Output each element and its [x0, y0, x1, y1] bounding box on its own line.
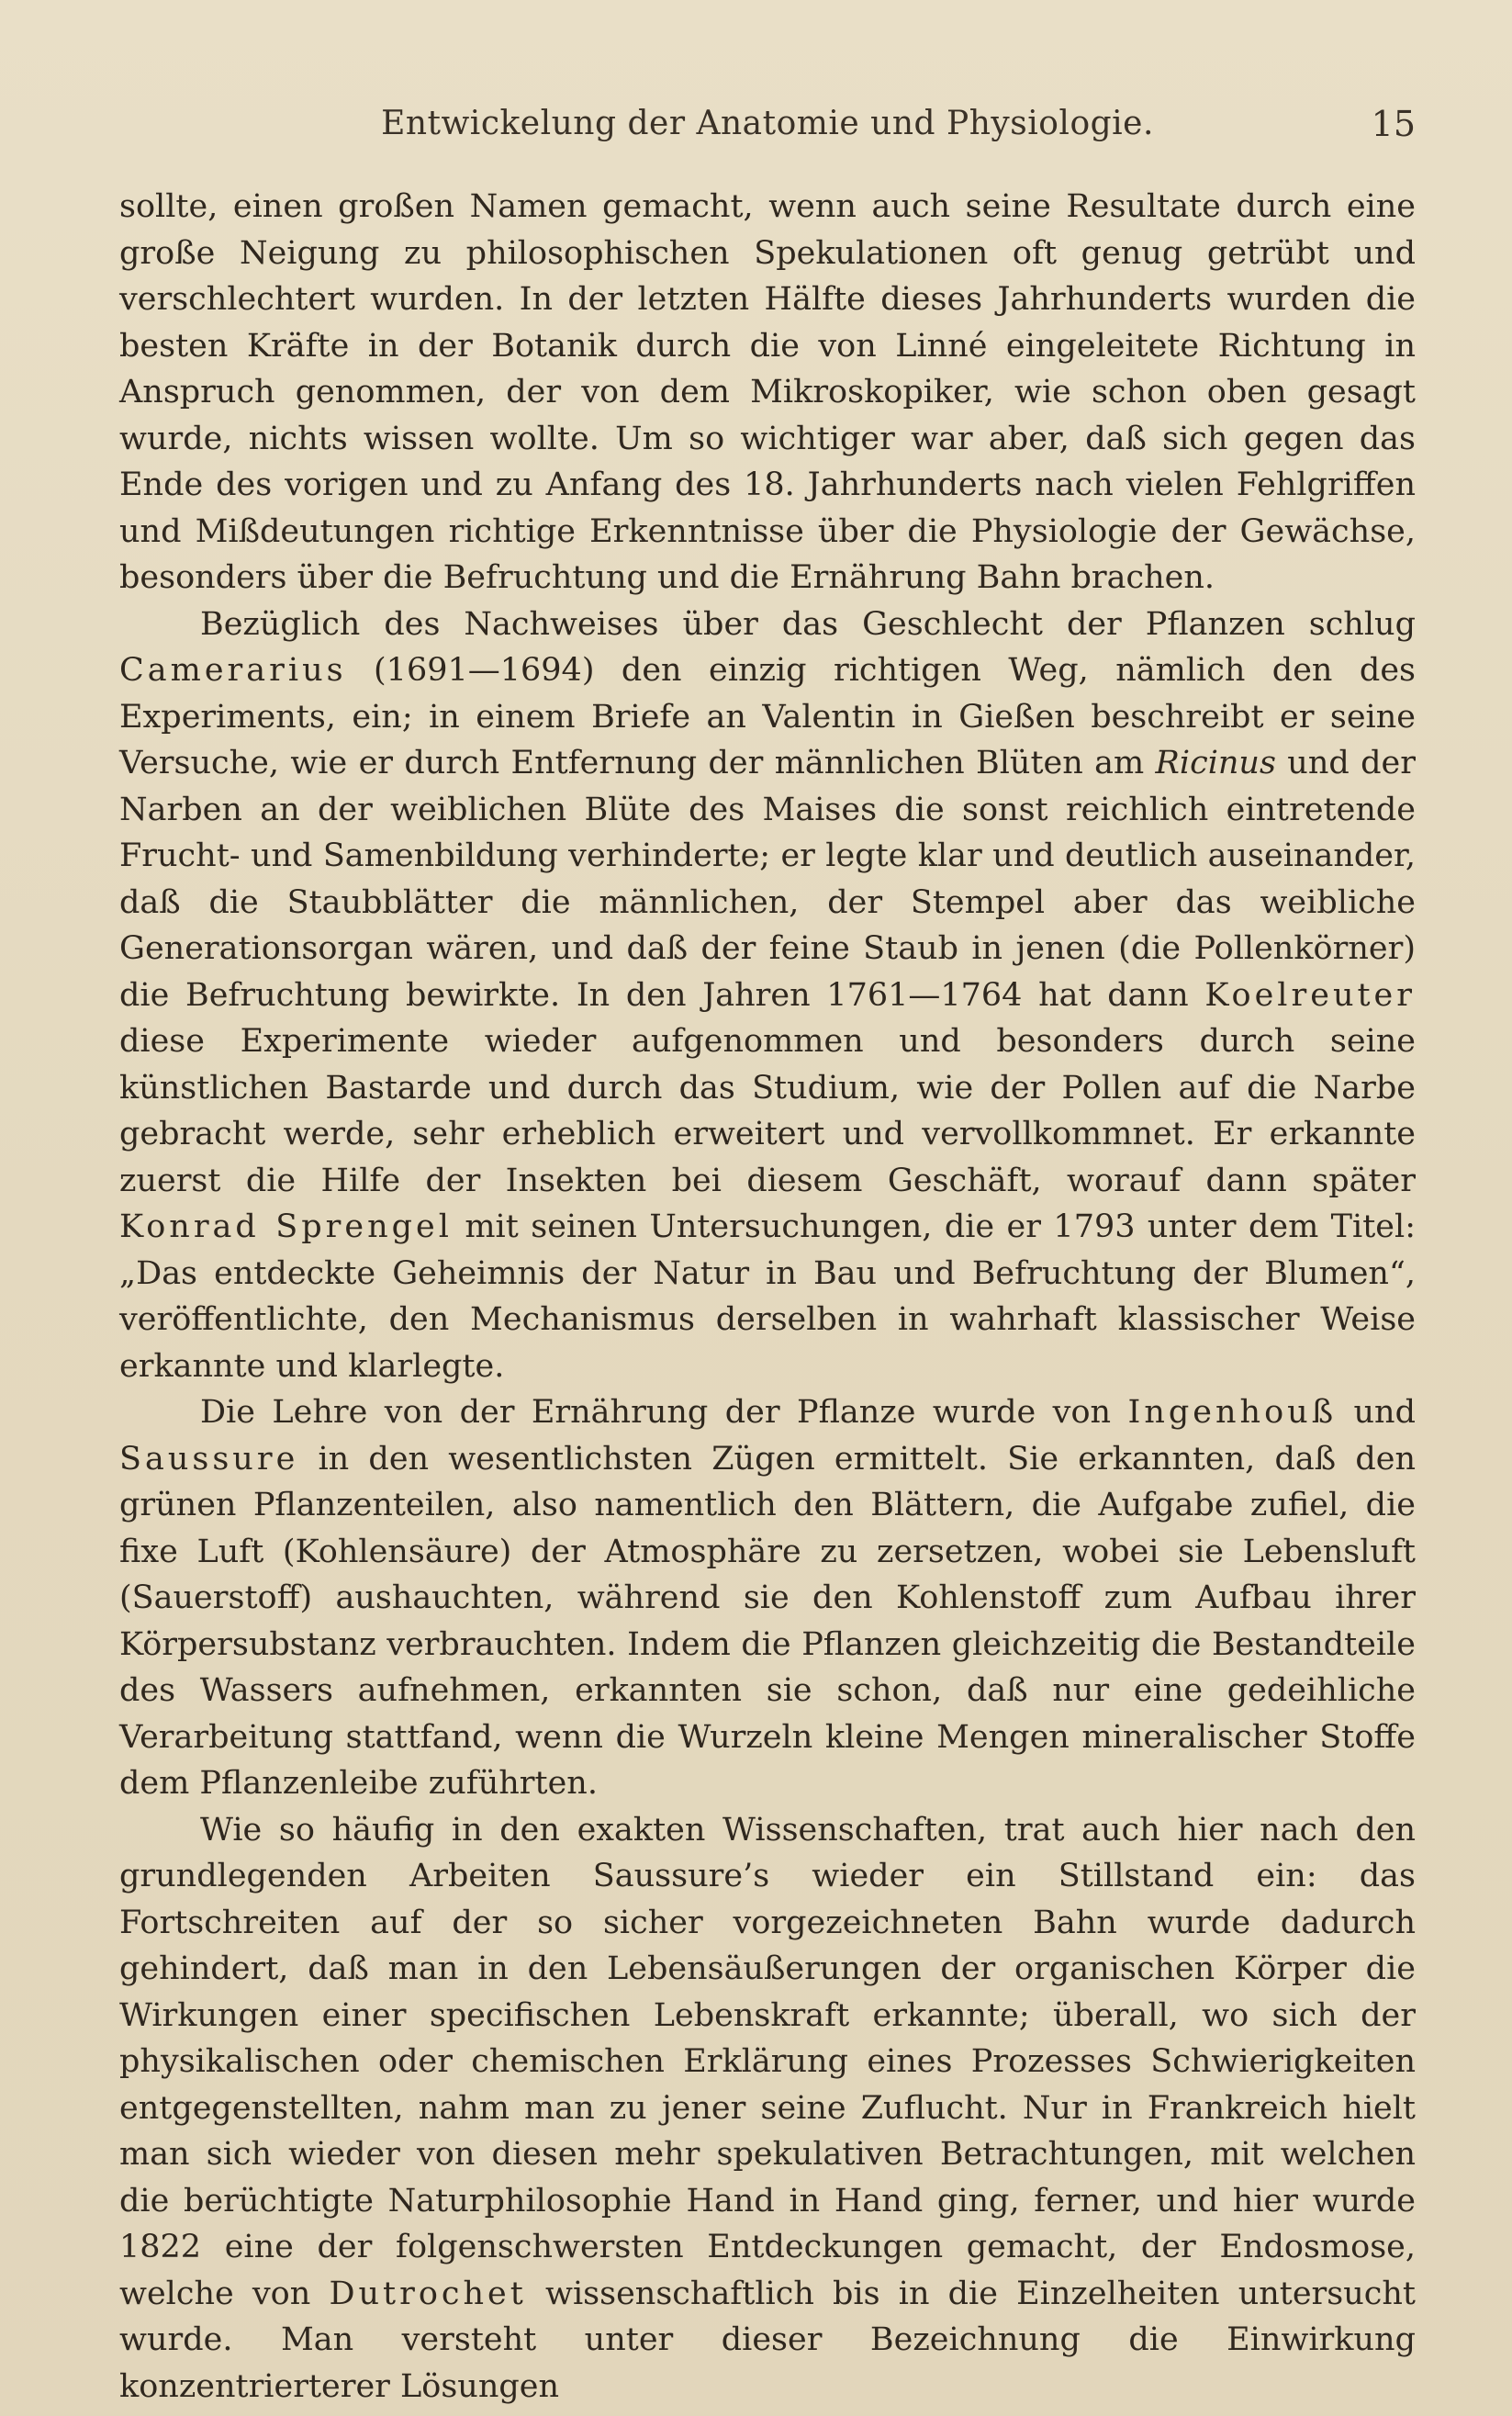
- paragraph-2: [119, 601, 1416, 1390]
- text-run: Die Lehre von der Ernährung der Pflanze wurde von: [200, 1394, 1128, 1431]
- page-number: 15: [1371, 104, 1416, 144]
- text-run: (1691—1694) den einzig richtigen Weg, nämlich den des Experiments, ein; in einem Briefe an Valentin in Gießen beschreibt er seine Versuche, wie er durch Entfernung der männlichen Blüten am: [119, 652, 1416, 781]
- text-run: wissenschaftlich bis in die Einzelheiten untersucht wurde. Man versteht unter dieser Bezeichnung die Einwirkung konzentrierterer Lösungen: [119, 2275, 1416, 2405]
- spaced-name: Saussure: [119, 1440, 299, 1478]
- running-title: Entwickelung der Anatomie und Physiologie.: [381, 105, 1154, 142]
- spaced-name: Konrad Sprengel: [119, 1208, 453, 1245]
- text-run: mit seinen Untersuchungen, die er 1793 unter dem Titel: „Das entdeckte Geheimnis der Natur in Bau und Befruchtung der Blumen“, veröffentlichte, den Mechanismus derselben in wahrhaft klassischer Weise erkannte und klarlegte.: [119, 1208, 1416, 1385]
- paragraph-4: [119, 1807, 1416, 2410]
- text-run: und: [1337, 1394, 1416, 1431]
- text-run: und der Narben an der weiblichen Blüte des Maises die sonst reichlich eintretende Frucht- und Samenbildung verhinderte; er legte klar und deutlich auseinander, daß die Staubblätter die männlichen, der Stempel aber das weibliche Generationsorgan wären, und daß der feine Staub in jenen (die Pollenkörner) die Befruchtung bewirkte. In den Jahren 1761—1764 hat dann: [119, 745, 1416, 1014]
- body-text: [119, 184, 1416, 2410]
- paragraph-3: [119, 1389, 1416, 1807]
- spaced-name: Koelreuter: [1204, 976, 1416, 1014]
- text-run: Wie so häufig in den exakten Wissenschaften, trat auch hier nach den grundlegenden Arbeiten Saussure’s wieder ein Stillstand ein: das Fortschreiten auf der so sicher vorgezeichneten Bahn wurde dadurch gehindert, daß man in den Lebensäußerungen der organischen Körper die Wirkungen einer specifischen Lebenskraft erkannte; überall, wo sich der physikalischen oder chemischen Erklärung eines Prozesses Schwierigkeiten entgegenstellten, nahm man zu jener seine Zuflucht. Nur in Frankreich hielt man sich wieder von diesen mehr spekulativen Betrachtungen, mit welchen die berüchtigte Naturphilosophie Hand in Hand ging, ferner, und hier wurde 1822 eine der folgenschwersten Entdeckungen gemacht, der Endosmose, welche von: [119, 1811, 1416, 2312]
- text-run: Bezüglich des Nachweises über das Geschlecht der Pflanzen schlug: [200, 605, 1416, 643]
- spaced-name: Ingenhouß: [1127, 1394, 1338, 1431]
- spaced-name: Camerarius: [119, 652, 347, 689]
- spaced-name: Dutrochet: [329, 2275, 527, 2312]
- text-run: sollte, einen großen Namen gemacht, wenn auch seine Resultate durch eine große Neigung zu philosophischen Spekulationen oft genug getrübt und verschlechtert wurden. In der letzten Hälfte dieses Jahrhunderts wurden die besten Kräfte in der Botanik durch die von Linné eingeleitete Richtung in Anspruch genommen, der von dem Mikroskopiker, wie schon oben gesagt wurde, nichts wissen wollte. Um so wichtiger war aber, daß sich gegen das Ende des vorigen und zu Anfang des 18. Jahrhunderts nach vielen Fehlgriffen und Mißdeutungen richtige Erkenntnisse über die Physiologie der Gewächse, besonders über die Befruchtung und die Ernährung Bahn brachen.: [119, 188, 1416, 596]
- text-run: in den wesentlichsten Zügen ermittelt. Sie erkannten, daß den grünen Pflanzenteilen, also namentlich den Blättern, die Aufgabe zufiel, die fixe Luft (Kohlensäure) der Atmosphäre zu zersetzen, wobei sie Lebensluft (Sauerstoff) aushauchten, während sie den Kohlenstoff zum Aufbau ihrer Körpersubstanz verbrauchten. Indem die Pflanzen gleichzeitig die Bestandteile des Wassers aufnehmen, erkannten sie schon, daß nur eine gedeihliche Verarbeitung stattfand, wenn die Wurzeln kleine Mengen mineralischer Stoffe dem Pflanzenleibe zuführten.: [119, 1440, 1416, 1802]
- text-run: diese Experimente wieder aufgenommen und besonders durch seine künstlichen Bastarde und durch das Studium, wie der Pollen auf die Narbe gebracht werde, sehr erheblich erweitert und vervollkommnet. Er erkannte zuerst die Hilfe der Insekten bei diesem Geschäft, worauf dann später: [119, 1023, 1416, 1199]
- running-header: [119, 92, 1416, 156]
- latin-term: Ricinus: [1155, 745, 1276, 781]
- paragraph-1: [119, 184, 1416, 601]
